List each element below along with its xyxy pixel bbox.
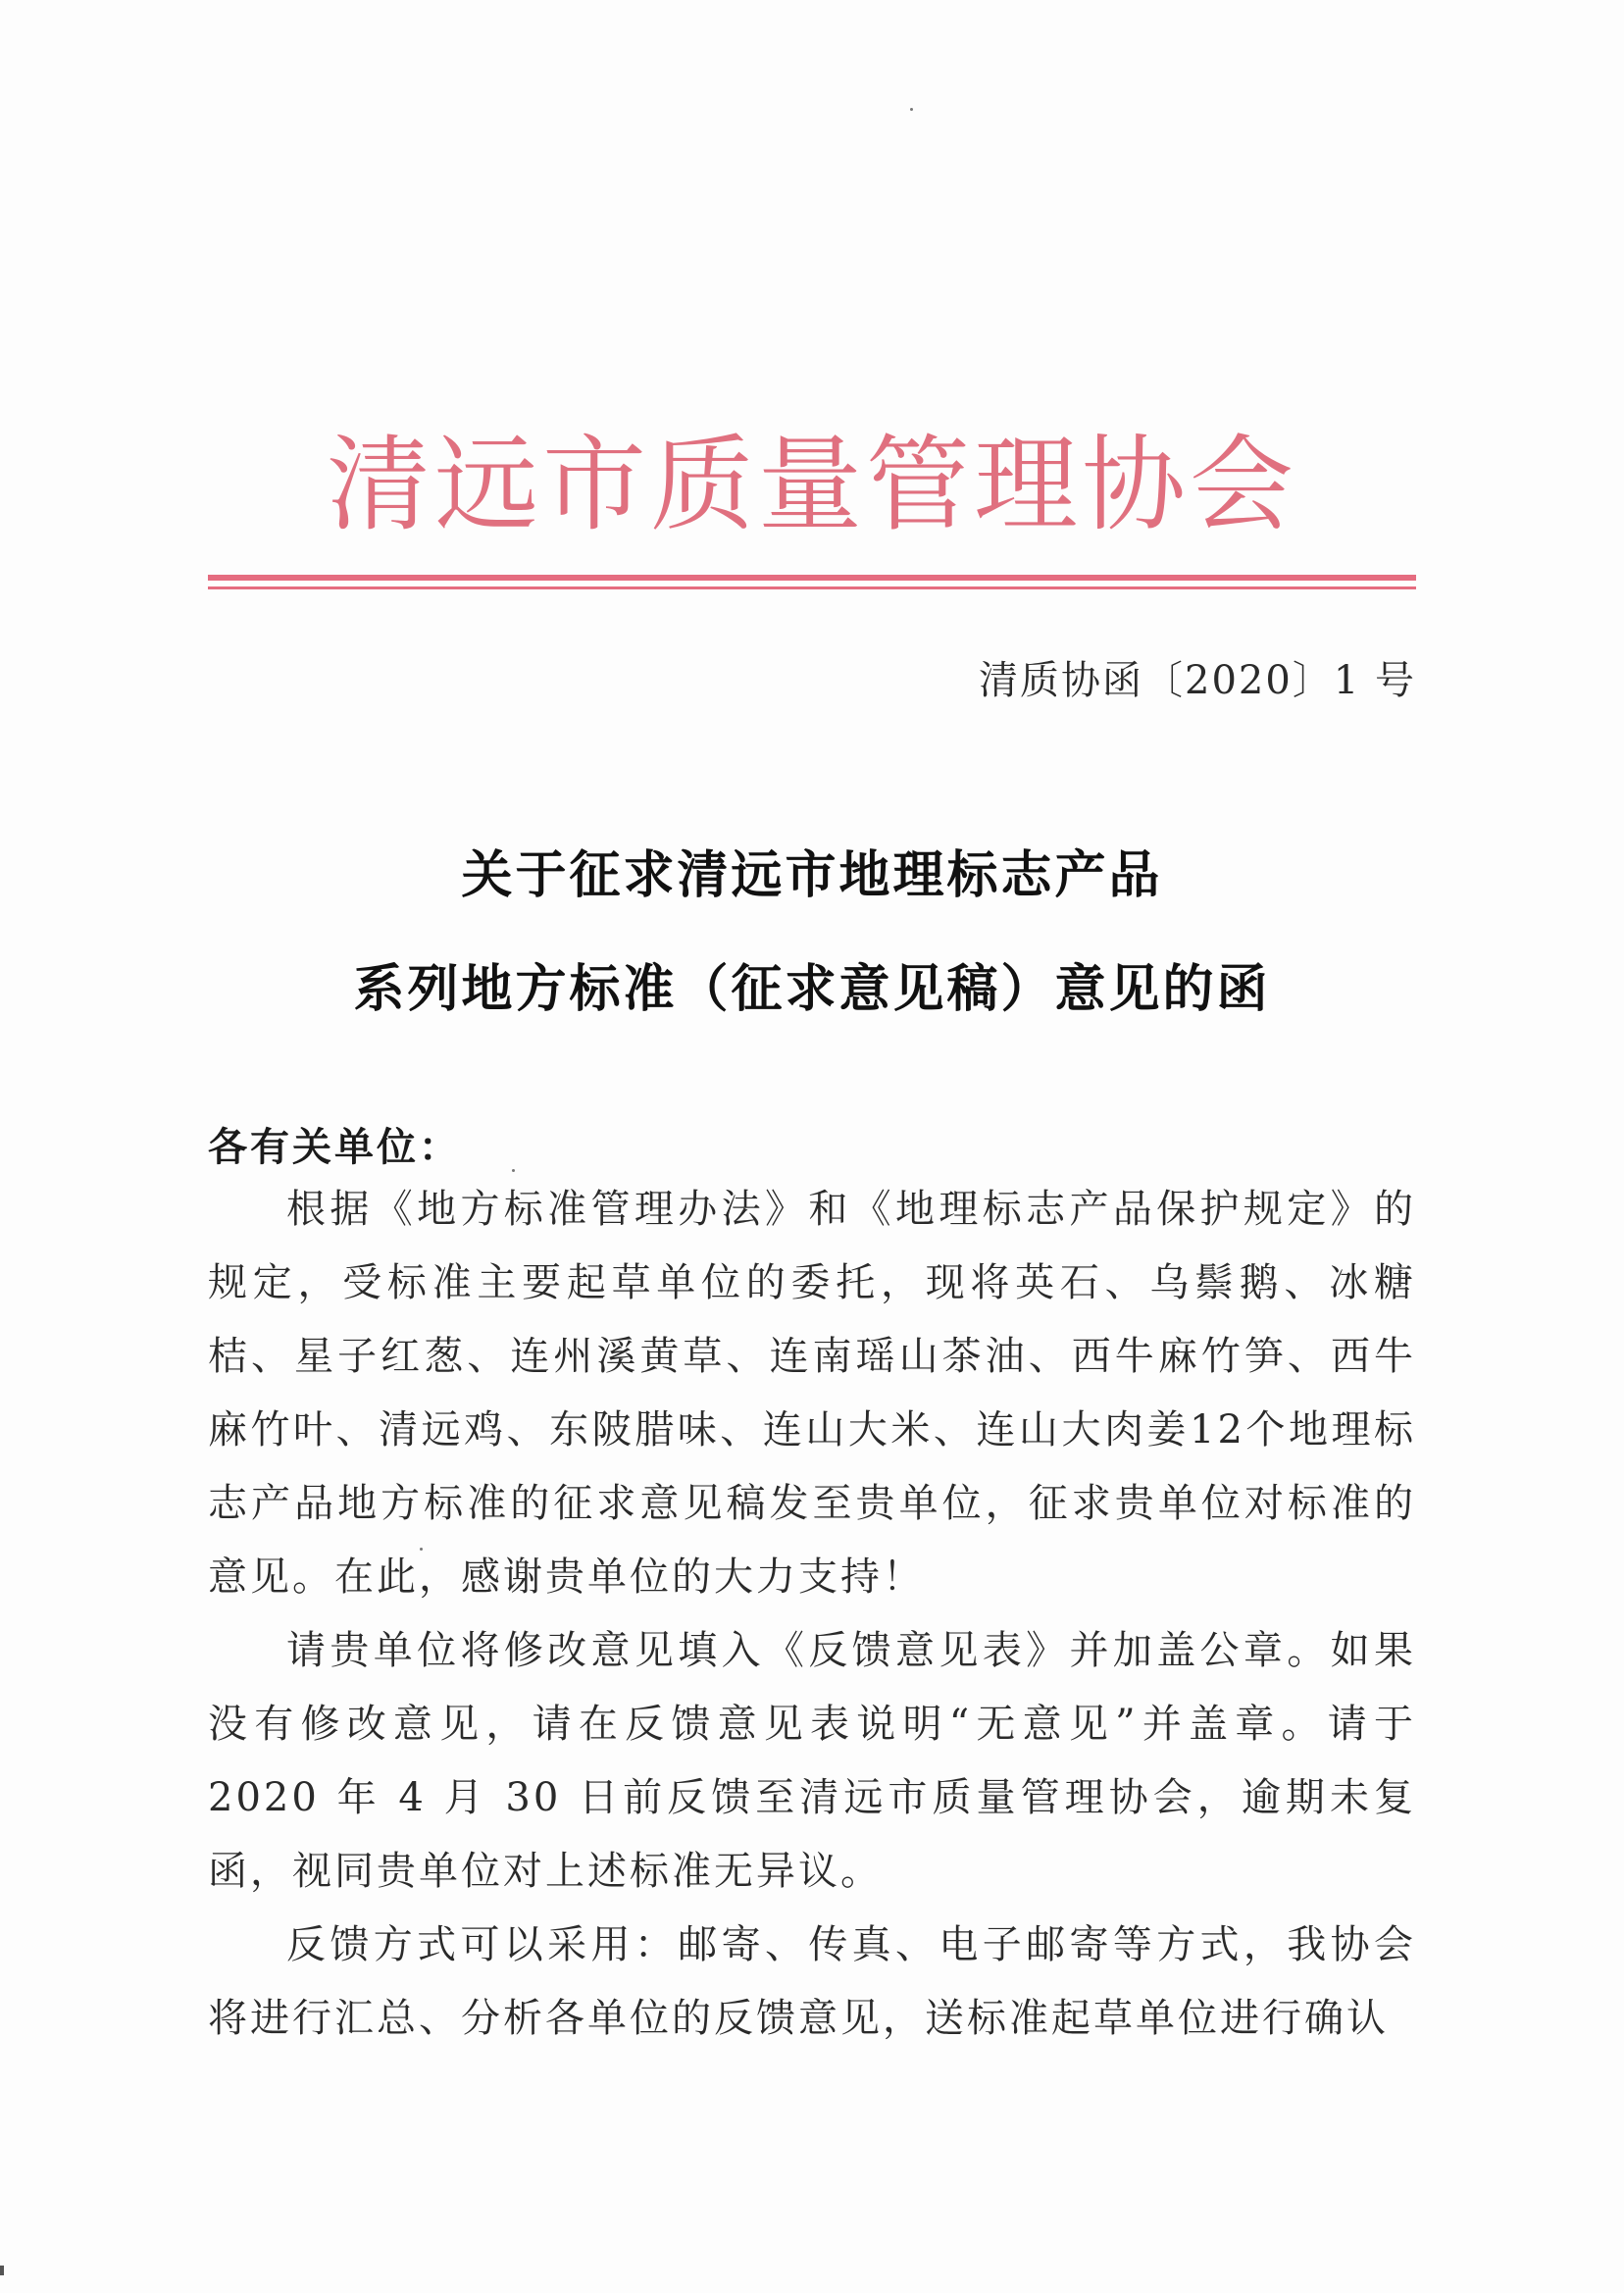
document-number: 清质协函〔2020〕1 号 [979, 658, 1416, 703]
scan-edge-mark [0, 2266, 4, 2275]
document-title-line2: 系列地方标准（征求意见稿）意见的函 [353, 960, 1271, 1019]
salutation: 各有关单位： [208, 1124, 461, 1170]
scan-speck [420, 1548, 423, 1551]
scan-speck [512, 1169, 515, 1172]
letterhead-org-name: 清远市质量管理协会 [327, 425, 1297, 545]
letter-body [208, 1173, 1416, 2056]
body-paragraph-1: 根据《地方标准管理办法》和《地理标志产品保护规定》的规定，受标准主要起草单位的委托，现将英石、乌鬃鹅、冰糖桔、星子红葱、连州溪黄草、连南瑶山茶油、西牛麻竹笋、西牛麻竹叶、清远鸡、东陂腊味、连山大米、连山大肉姜12个地理标志产品地方标准的征求意见稿发至贵单位，征求贵单位对标准的意见。在此，感谢贵单位的大力支持！ [208, 1187, 1416, 1600]
body-paragraph-2: 请贵单位将修改意见填入《反馈意见表》并加盖公章。如果没有修改意见，请在反馈意见表说明“无意见”并盖章。请于2020 年 4 月 30 日前反馈至清远市质量管理协会，逾期未复函，视同贵单位对上述标准无异议。 [208, 1628, 1416, 1894]
letterhead-rule-thick [208, 575, 1416, 581]
document-title-line1: 关于征求清远市地理标志产品 [461, 846, 1163, 905]
body-paragraph-3: 反馈方式可以采用：邮寄、传真、电子邮寄等方式，我协会将进行汇总、分析各单位的反馈意见，送标准起草单位进行确认 [208, 1922, 1416, 2041]
letterhead-rule-thin [208, 586, 1416, 589]
scan-speck [910, 108, 913, 111]
